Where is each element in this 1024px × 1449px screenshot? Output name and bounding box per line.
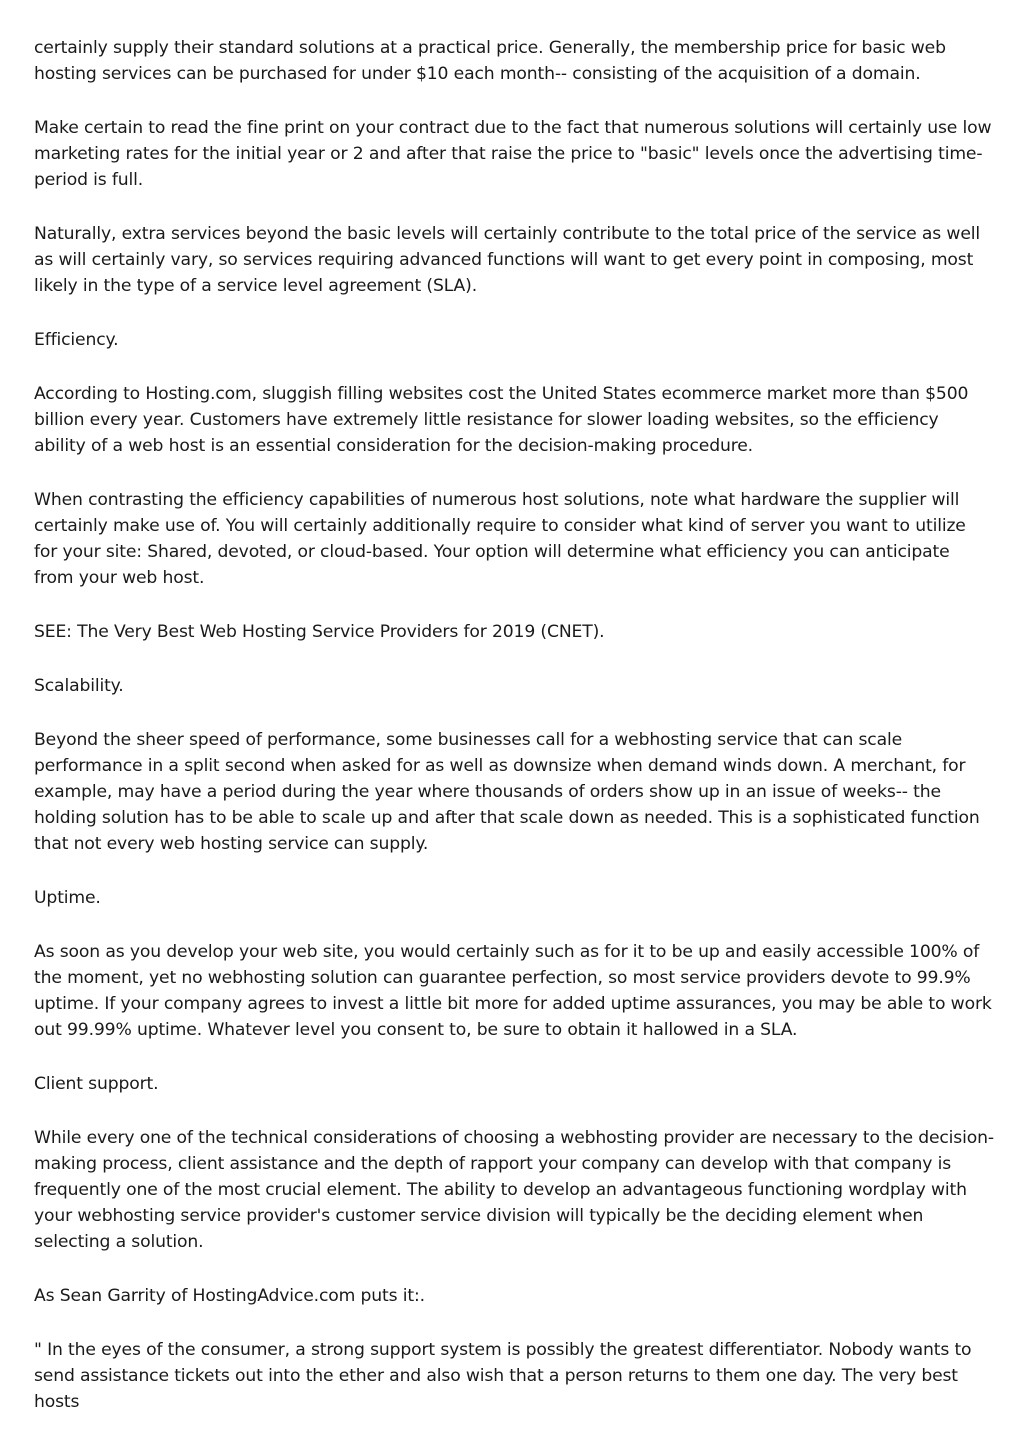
paragraph-client-support: While every one of the technical considerations of choosing a webhosting provider are necessary to the decision-making process, client assistance and the depth of rapport your company can develop with that company is frequently one of the most crucial element. The ability to develop an advantageous functioning wordplay with your webhosting service provider's customer service division will typically be the deciding element when selecting a solution. (34, 1128, 994, 1252)
paragraph-see-cnet: SEE: The Very Best Web Hosting Service Providers for 2019 (CNET). (34, 622, 605, 642)
paragraph-garrity-quote: " In the eyes of the consumer, a strong support system is possibly the greatest differentiator. Nobody wants to send assistance tickets out into the ether and also wish that a person returns to them one day. The very best hosts (34, 1340, 972, 1412)
heading-client-support: Client support. (34, 1074, 159, 1094)
heading-scalability: Scalability. (34, 676, 124, 696)
paragraph-scalability: Beyond the sheer speed of performance, some businesses call for a webhosting service that can scale performance in a split second when asked for as well as downsize when demand winds down. A merchant, for example, may have a period during the year where thousands of orders show up in an issue of weeks-- the holding solution has to be able to scale up and after that scale down as needed. This is a sophisticated function that not every web hosting service can supply. (34, 730, 980, 854)
heading-uptime: Uptime. (34, 888, 101, 908)
document-body (34, 35, 994, 1443)
paragraph-extra-services: Naturally, extra services beyond the basic levels will certainly contribute to the total price of the service as well as will certainly vary, so services requiring advanced functions will want to get every point in composing, most likely in the type of a service level agreement (SLA). (34, 224, 980, 296)
heading-efficiency: Efficiency. (34, 330, 119, 350)
paragraph-fine-print: Make certain to read the fine print on your contract due to the fact that numerous solutions will certainly use low marketing rates for the initial year or 2 and after that raise the price to "basic" levels once the advertising time-period is full. (34, 118, 992, 190)
paragraph-uptime: As soon as you develop your web site, you would certainly such as for it to be up and easily accessible 100% of the moment, yet no webhosting solution can guarantee perfection, so most service providers devote to 99.9% uptime. If your company agrees to invest a little bit more for added uptime assurances, you may be able to work out 99.99% uptime. Whatever level you consent to, be sure to obtain it hallowed in a SLA. (34, 942, 992, 1040)
paragraph-hardware: When contrasting the efficiency capabilities of numerous host solutions, note what hardware the supplier will certainly make use of. You will certainly additionally require to consider what kind of server you want to utilize for your site: Shared, devoted, or cloud-based. Your option will determine what efficiency you can anticipate from your web host. (34, 490, 966, 588)
paragraph-garrity-intro: As Sean Garrity of HostingAdvice.com puts it:. (34, 1286, 425, 1306)
paragraph-hosting-com: According to Hosting.com, sluggish filling websites cost the United States ecommerce market more than $500 billion every year. Customers have extremely little resistance for slower loading websites, so the efficiency ability of a web host is an essential consideration for the decision-making procedure. (34, 384, 969, 456)
paragraph-pricing-intro: certainly supply their standard solutions at a practical price. Generally, the membership price for basic web hosting services can be purchased for under $10 each month-- consisting of the acquisition of a domain. (34, 38, 946, 84)
